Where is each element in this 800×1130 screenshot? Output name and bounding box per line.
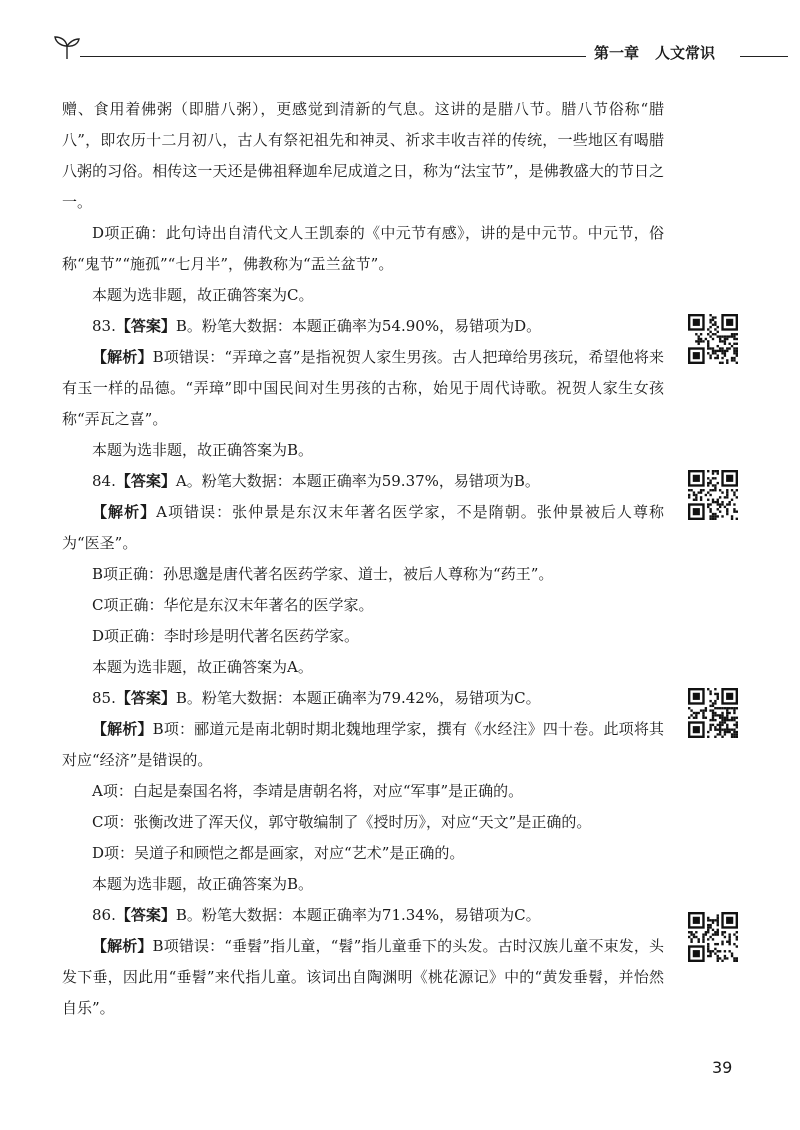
option-d-84: D项正确：李时珍是明代著名医药学家。 [92,627,360,645]
answer-85 [62,683,664,714]
page-content [62,94,664,1024]
analysis-83 [62,342,664,435]
continued-paragraph: 赠、食用着佛粥（即腊八粥），更感觉到清新的气息。这讲的是腊八节。腊八节俗称“腊八”，即农历十二月初八，古人有祭祀祖先和神灵、祈求丰收吉祥的传统，一些地区有喝腊八粥的习俗。相传这一天还是佛祖释迦牟尼成道之日，称为“法宝节”，是佛教盛大的节日之一。 [62,100,664,211]
chapter-label: 第一章 [594,44,640,62]
answer-tag: 【答案】 [115,689,176,707]
analysis-tag: 【解析】 [92,720,153,738]
qr-code-85[interactable] [688,688,738,738]
section-label: 人文常识 [655,44,716,62]
analysis-86 [62,931,664,1024]
answer-86 [62,900,664,931]
analysis-text: A项错误：张仲景是东汉末年著名医学家，不是隋朝。张仲景被后人尊称为“医圣”。 [62,503,664,552]
answer-text: A。粉笔大数据：本题正确率为59.37%，易错项为B。 [175,472,540,490]
qr-code-83[interactable] [688,314,738,364]
conclusion-84: 本题为选非题，故正确答案为A。 [92,658,313,676]
analysis-tag: 【解析】 [92,937,153,955]
answer-83 [62,311,664,342]
answer-text: B。粉笔大数据：本题正确率为79.42%，易错项为C。 [175,689,541,707]
answer-tag: 【答案】 [115,472,176,490]
option-b-84: B项正确：孙思邈是唐代著名医药学家、道士，被后人尊称为“药王”。 [92,565,554,583]
running-header [594,42,740,63]
option-d-paragraph: D项正确：此句诗出自清代文人王凯泰的《中元节有感》，讲的是中元节。中元节，俗称“鬼节”“施孤”“七月半”，佛教称为“盂兰盆节”。 [62,224,664,273]
analysis-tag: 【解析】 [92,503,157,521]
answer-tag: 【答案】 [115,906,176,924]
answer-84 [62,466,664,497]
analysis-84 [62,497,664,559]
analysis-85 [62,714,664,776]
qr-code-84[interactable] [688,470,738,520]
question-number: 86. [92,906,116,924]
conclusion-85: 本题为选非题，故正确答案为B。 [92,875,314,893]
analysis-text: B项：郦道元是南北朝时期北魏地理学家，撰有《水经注》四十卷。此项将其对应“经济”是错误的。 [62,720,664,769]
qr-code-86[interactable] [688,912,738,962]
header-rule-right [740,56,788,57]
option-d-85: D项：吴道子和顾恺之都是画家，对应“艺术”是正确的。 [92,844,465,862]
analysis-text: B项错误：“弄璋之喜”是指祝贺人家生男孩。古人把璋给男孩玩，希望他将来有玉一样的品德。“弄璋”即中国民间对生男孩的古称，始见于周代诗歌。祝贺人家生女孩称“弄瓦之喜”。 [62,348,664,428]
page-header [0,0,800,80]
conclusion-82: 本题为选非题，故正确答案为C。 [92,286,314,304]
answer-tag: 【答案】 [115,317,176,335]
question-number: 83. [92,317,116,335]
option-c-85: C项：张衡改进了浑天仪，郭守敬编制了《授时历》，对应“天文”是正确的。 [92,813,592,831]
analysis-text: B项错误：“垂髫”指儿童，“髫”指儿童垂下的头发。古时汉族儿童不束发，头发下垂，因此用“垂髫”来代指儿童。该词出自陶渊明《桃花源记》中的“黄发垂髫，并怡然自乐”。 [62,937,664,1017]
option-c-84: C项正确：华佗是东汉末年著名的医学家。 [92,596,374,614]
option-a-85: A项：白起是秦国名将，李靖是唐朝名将，对应“军事”是正确的。 [92,782,524,800]
sprout-icon [52,34,82,60]
answer-text: B。粉笔大数据：本题正确率为54.90%，易错项为D。 [175,317,542,335]
question-number: 84. [92,472,116,490]
conclusion-83: 本题为选非题，故正确答案为B。 [92,441,314,459]
answer-text: B。粉笔大数据：本题正确率为71.34%，易错项为C。 [175,906,541,924]
analysis-tag: 【解析】 [92,348,153,366]
question-number: 85. [92,689,116,707]
header-rule-left [80,56,586,57]
page-number: 39 [712,1058,733,1077]
